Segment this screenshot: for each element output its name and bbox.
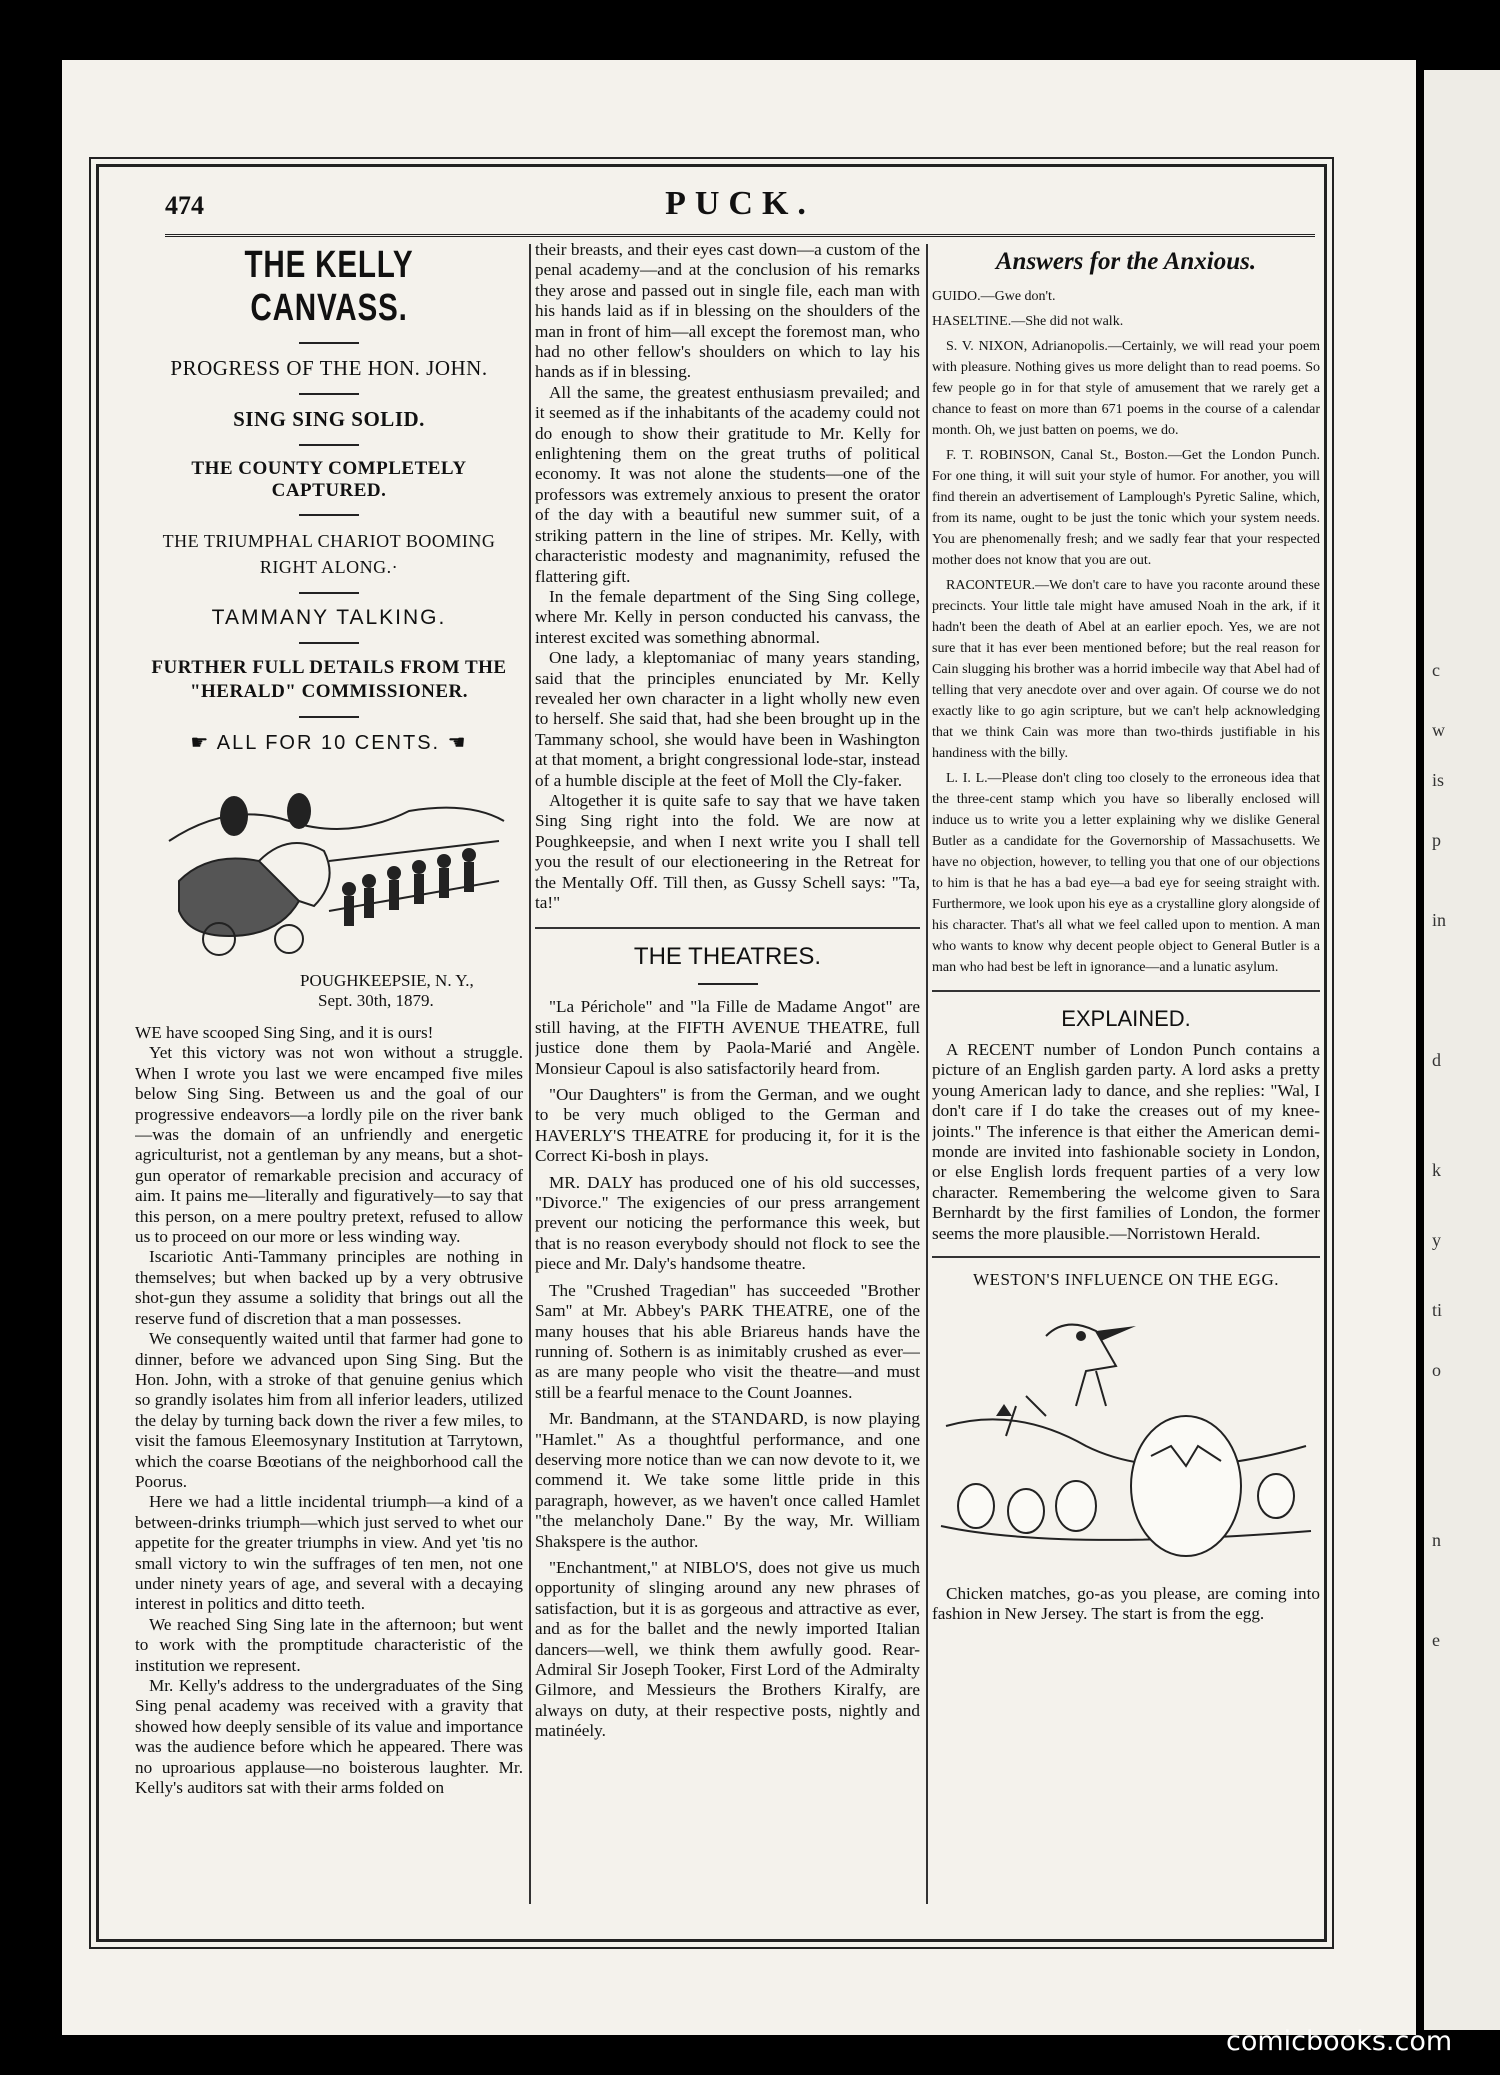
- paragraph: Mr. Bandmann, at the STANDARD, is now playing "Hamlet." As a thoughtful performance, and one deserving more notice than we can now devote to it, we commend it. We take some little pride in this paragraph, however, as we haven't once called Hamlet "the melancholy Dane." By the way, Mr. William Shakspere is the author.: [535, 1409, 920, 1551]
- paragraph: "Enchantment," at NIBLO'S, does not give us much opportunity of slinging around any new phrases of satisfaction, but it is as gorgeous and attractive as ever, and as for the ballet and the newly imported Italian dancers—well, we think them awfully good. Rear-Admiral Sir Joseph Tooker, First Lord of the Admiralty Gilmore, and Messieurs the Brothers Kiralfy, are always on duty, at their respective posts, nightly and matinéely.: [535, 1557, 920, 1741]
- answers-title: Answers for the Anxious.: [995, 248, 1257, 275]
- kelly-chariot-illustration: [149, 761, 509, 961]
- theatres-title: THE THEATRES.: [633, 943, 822, 971]
- masthead: PUCK.: [665, 185, 815, 222]
- paragraph: "La Périchole" and "la Fille de Madame Angot" are still having, at the FIFTH AVENUE THEATRE, full justice done them by Paola-Marié and Angèle. Monsieur Capoul is also satisfactorily heard from.: [535, 997, 920, 1078]
- paragraph: We reached Sing Sing late in the afternoon; but went to work with the promptitude characteristic of the institution we represent.: [135, 1614, 523, 1675]
- header-rule: [165, 234, 1315, 237]
- answer: L. I. L.—Please don't cling too closely to the erroneous idea that the three-cent stamp which you have so liberally enclosed will induce us to write you a letter explaining why we dislike General Butler as a candidate for the Governorship of Massachusetts. We have no objection, however, to telling you that one of our objections to him is that he has a bad eye—a bad eye for seeing straight with. Furthermore, we look upon his eye as a crystalline glory alongside of his character. That's all what we feel called upon to mention. A man who wants to know why decent people object to General Butler is a man who had best be left in ignorance—and a lunatic asylum.: [932, 771, 1320, 975]
- deck-1: PROGRESS OF THE HON. JOHN.: [170, 356, 488, 380]
- answer: GUIDO.—Gwe don't.: [932, 289, 1056, 304]
- paragraph: Mr. Kelly's address to the undergraduates of the Sing Sing penal academy was received with a gravity that showed how deeply sensible of its value and importance was the audience before which he appeared. There was no uproarious applause—no boisterous laughter. Mr. Kelly's auditors sat with their arms folded on: [135, 1676, 523, 1798]
- column-2: [535, 240, 920, 1905]
- paragraph: WE have scooped Sing Sing, and it is ours!: [135, 1023, 434, 1042]
- answer: RACONTEUR.—We don't care to have you raconte around these precincts. Your little tale might have amused Noah in the ark, if it hadn't been the death of Abel at an earlier epoch. Yes, we are not sure that it has ever been mentioned before; but the real reason for Cain slugging his brother was a horrid imbecile way that Abel had of telling that very anecdote over and over again. Of course we do not exactly like to go agin scripture, but we can't help acknowledging that we think Cain was more than two-thirds justifiable in his handiness with the billy.: [932, 578, 1320, 761]
- column-divider: [529, 244, 531, 1904]
- price-line: ☛ ALL FOR 10 CENTS. ☚: [190, 732, 468, 754]
- page-header: [165, 185, 1315, 225]
- paragraph: In the female department of the Sing Sing college, where Mr. Kelly in person conducted his canvass, the interest excited was something abnormal.: [535, 586, 920, 647]
- explained-title: EXPLAINED.: [1061, 1006, 1191, 1031]
- paragraph: Here we had a little incidental triumph—a kind of a between-drinks triumph—which just served to whet our appetite for the greater triumphs in view. And yet 'tis no small victory to win the suffrages of ten men, not one under ninety years of age, and several with a decaying interest in politics and ditto teeth.: [135, 1492, 523, 1614]
- paragraph: Yet this victory was not won without a struggle. When I wrote you last we were encamped five miles below Sing Sing. Between us and the goal of our progressive endeavors—a lordly pile on the river bank—was the domain of an unfriendly and energetic agriculturist, not a gentleman by any means, but a shot-gun operator of remarkable precision and accuracy of aim. It pains me—literally and figuratively—to say that this person, on a mere poultry pretext, refused to allow us to proceed on our more or less winding way.: [135, 1043, 523, 1247]
- deck-6: FURTHER FULL DETAILS FROM THE "HERALD" COMMISSIONER.: [151, 657, 507, 702]
- paragraph: All the same, the greatest enthusiasm prevailed; and it seemed as if the inhabitants of the academy could not do enough to show their gratitude to Mr. Kelly for enlightening them on the great truths of political economy. It was not alone the students—one of the professors was extremely anxious to present the orator of the day with a beautiful new summer suit, of a striking pattern in the line of stripes. Mr. Kelly, with characteristic modesty and magnanimity, refused the flattering gift.: [535, 382, 920, 586]
- page-number: 474: [165, 191, 204, 220]
- deck-4: THE TRIUMPHAL CHARIOT BOOMING RIGHT ALONG.·: [162, 531, 496, 577]
- paragraph: MR. DALY has produced one of his old successes, "Divorce." The exigencies of our press arrangement prevent our noticing the performance this week, but that is no reason everybody should not flock to see the piece and Mr. Daly's handsome theatre.: [535, 1172, 920, 1274]
- paragraph: Chicken matches, go-as you please, are coming into fashion in New Jersey. The start is from the egg.: [932, 1584, 1320, 1624]
- column-3: [932, 240, 1320, 1905]
- paragraph: We consequently waited until that farmer had gone to dinner, before we advanced upon Sing Sing. But the Hon. John, with a stroke of that genuine genius which so grandly isolates him from all inferior leaders, utilized the delay by turning back down the river a few miles, to visit the famous Eleemosynary Institution at Tarrytown, which the coarse Bœotians of the neighborhood call the Poorus.: [135, 1329, 523, 1491]
- weston-title: WESTON'S INFLUENCE ON THE EGG.: [973, 1270, 1279, 1290]
- paragraph: A RECENT number of London Punch contains a picture of an English garden party. A lord asks a pretty young American lady to dance, and she replies: "Wal, I don't care if I do take the creases out of my knee-joints." The inference is that either the American demi-monde are invited into fashionable society in London, or else English lords frequent parties of a very low character. Remembering the welcome given to Sara Bernhardt by the first families of London, the former seems the more plausible.—Norristown Herald.: [932, 1040, 1320, 1243]
- dateline: POUGHKEEPSIE, N. Y., Sept. 30th, 1879.: [300, 971, 474, 1010]
- column-1: [135, 240, 523, 1905]
- answer: S. V. NIXON, Adrianopolis.—Certainly, we will read your poem with pleasure. Nothing gives us more delight than to read poems. So few people go in for that style of amusement that we rarely get a chance to feast on more than 671 poems in the course of a calendar month. Oh, we just batten on poems, we do.: [932, 339, 1320, 438]
- adjacent-page-edge: c w is p in d k y ti o n e: [1424, 70, 1500, 2030]
- paragraph: "Our Daughters" is from the German, and we ought to be very much obliged to the German and HAVERLY'S THEATRE for producing it, for it is the Correct Ki-bosh in plays.: [535, 1085, 920, 1166]
- paragraph: One lady, a kleptomaniac of many years standing, said that the principles enunciated by Mr. Kelly revealed her own character in a light wholly new even to herself. She said that, had she been brought up in the Tammany school, she would have been in Washington at that moment, a bright congressional lode-star, instead of a humble disciple at the feet of Moll the Cly-faker.: [535, 648, 920, 790]
- paragraph: The "Crushed Tragedian" has succeeded "Brother Sam" at Mr. Abbey's PARK THEATRE, one of the many houses that his able Briareus hands have the running of. Sothern is as inimitably crushed as ever—as are many people who visit the theatre—and must still be a fearful menace to the Count Joannes.: [535, 1280, 920, 1402]
- paragraph: Iscariotic Anti-Tammany principles are nothing in themselves; but when backed up by a very obtrusive shot-gun they assume a solidity that brings out all the reserve fund of discretion that a man possesses.: [135, 1247, 523, 1328]
- answer: F. T. ROBINSON, Canal St., Boston.—Get the London Punch. For one thing, it will suit your style of humor. For another, you will find therein an advertisement of Lamplough's Pyretic Saline, which, from its name, ought to be just the tonic which your system needs. You are phenomenally fresh; and we sadly fear that your respected mother does not know that you are out.: [932, 448, 1320, 568]
- watermark: comicbooks.com: [1226, 2026, 1453, 2057]
- paragraph: their breasts, and their eyes cast down—a custom of the penal academy—and at the conclusion of his remarks they arose and passed out in single file, each man with his hands laid as if in blessing on the shoulders of the man in front of him—all except the foremost man, who had no other fellow's shoulders on which to lay his hands as if in blessing.: [535, 240, 920, 382]
- paragraph: Altogether it is quite safe to say that we have taken Sing Sing right into the fold. We are now at Poughkeepsie, and when I next write you I shall tell you the result of our electioneering in the Retreat for the Mentally Off. Till then, as Gussy Schell says: "Ta, ta!": [535, 790, 920, 912]
- deck-3: THE COUNTY COMPLETELY CAPTURED.: [191, 458, 467, 501]
- column-divider: [926, 244, 928, 1904]
- egg-race-illustration: [936, 1296, 1316, 1576]
- kelly-title: THE KELLY CANVASS.: [244, 244, 414, 329]
- deck-2: SING SING SOLID.: [233, 407, 425, 431]
- answer: HASELTINE.—She did not walk.: [932, 314, 1124, 329]
- deck-5: TAMMANY TALKING.: [211, 606, 447, 629]
